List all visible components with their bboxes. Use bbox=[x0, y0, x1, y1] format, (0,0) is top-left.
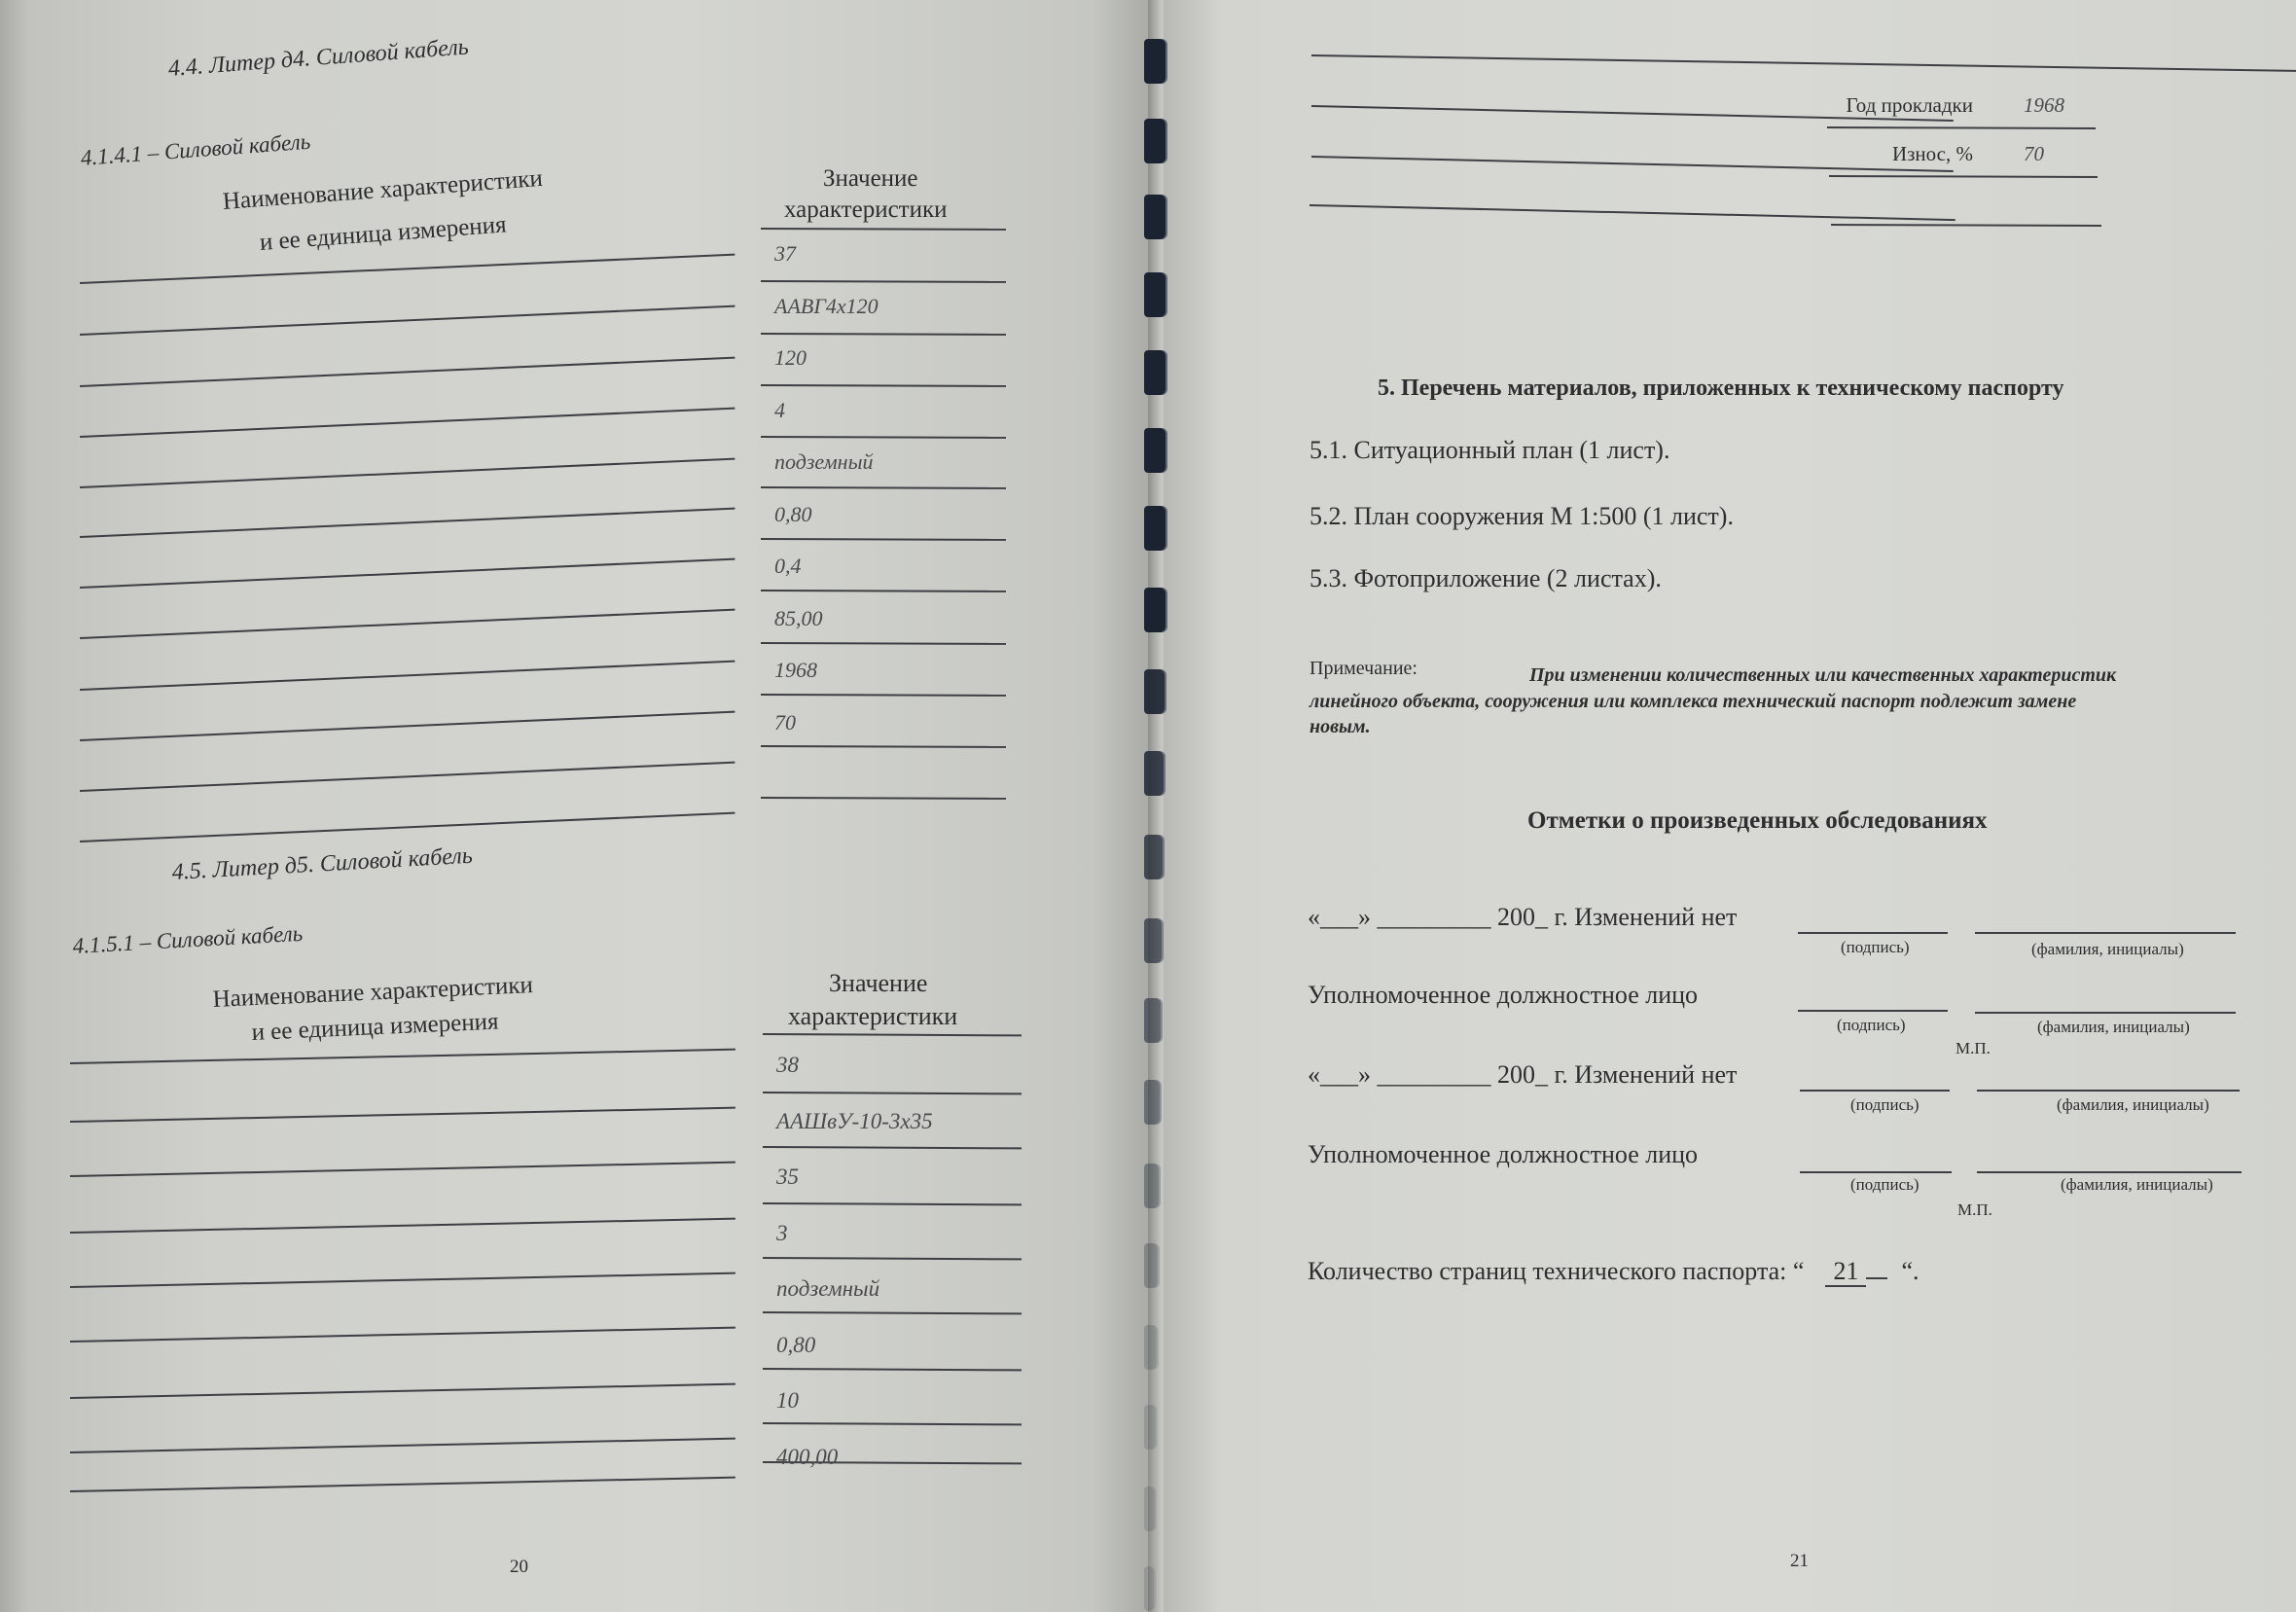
table1-value-7: 85,00 bbox=[774, 605, 823, 630]
table1-value-rule-2 bbox=[761, 333, 1006, 336]
binding-ring bbox=[1144, 1243, 1158, 1288]
binding-ring bbox=[1144, 195, 1166, 239]
table1-value-8: 1968 bbox=[774, 658, 817, 682]
table1-rule-3 bbox=[80, 408, 735, 438]
cont-value-rule-3 bbox=[1831, 224, 2101, 227]
table2-rule-6 bbox=[70, 1383, 735, 1399]
table1-value-rule-7 bbox=[761, 590, 1006, 592]
binding-ring bbox=[1144, 119, 1166, 163]
table2-value-rule-1 bbox=[763, 1092, 1022, 1094]
table1-rule-0 bbox=[80, 254, 735, 284]
table1-rule-10 bbox=[80, 762, 735, 792]
pages-count-prefix: Количество страниц технического паспорта: “ bbox=[1308, 1257, 1805, 1285]
table2-rule-8 bbox=[70, 1477, 735, 1492]
table2-value-rule-3 bbox=[763, 1202, 1022, 1205]
table1-header-name-1: Наименование характеристики bbox=[222, 164, 544, 215]
table2-rule-1 bbox=[70, 1107, 735, 1123]
binding-ring bbox=[1144, 506, 1166, 551]
table1-value-2: 120 bbox=[774, 345, 807, 370]
table2-rule-3 bbox=[70, 1218, 735, 1234]
table1-rule-11 bbox=[80, 812, 735, 842]
table2-header-value-1: Значение bbox=[829, 969, 928, 997]
table2-value-rule-2 bbox=[763, 1146, 1022, 1149]
section-44-title: 4.4. Литер д4. Силовой кабель bbox=[167, 34, 470, 82]
subsection-451: 4.1.5.1 – Силовой кабель bbox=[72, 920, 304, 958]
table1-value-9: 70 bbox=[774, 709, 796, 734]
table1-value-rule-11 bbox=[761, 797, 1006, 800]
table1-value-rule-4 bbox=[761, 436, 1006, 439]
table2-value-rule-4 bbox=[763, 1257, 1022, 1260]
table2-value-7: 400,00 bbox=[776, 1444, 839, 1469]
table2-rule-4 bbox=[70, 1272, 735, 1288]
table1-value-rule-8 bbox=[761, 642, 1006, 645]
table2-rule-2 bbox=[70, 1162, 735, 1177]
cont-label-1: Износ, % bbox=[1891, 142, 1973, 165]
table2-value-rule-5 bbox=[763, 1311, 1022, 1314]
table2-value-5: 0,80 bbox=[776, 1332, 816, 1357]
table2-value-0: 38 bbox=[776, 1053, 799, 1077]
binding-ring bbox=[1144, 998, 1161, 1043]
table2-value-rule-7 bbox=[763, 1422, 1022, 1425]
cont-value-rule-2 bbox=[1829, 175, 2098, 178]
signature-caption-3: (подпись) bbox=[1850, 1095, 1919, 1114]
table1-header-value-2: характеристики bbox=[784, 197, 948, 223]
item-51: 5.1. Ситуационный план (1 лист). bbox=[1309, 436, 1670, 464]
table2-rule-0 bbox=[70, 1049, 735, 1064]
item-53: 5.3. Фотоприложение (2 листах). bbox=[1309, 564, 1662, 592]
table1-value-rule-5 bbox=[761, 486, 1006, 489]
table2-rule-5 bbox=[70, 1327, 735, 1343]
table1-rule-4 bbox=[80, 458, 735, 488]
table1-value-6: 0,4 bbox=[774, 554, 802, 578]
table1-value-rule-1 bbox=[761, 280, 1006, 283]
binding-ring bbox=[1144, 1164, 1159, 1208]
signature-caption-4: (подпись) bbox=[1850, 1175, 1919, 1194]
table1-rule-1 bbox=[80, 305, 735, 336]
item-52: 5.2. План сооружения М 1:500 (1 лист). bbox=[1309, 502, 1734, 530]
table2-value-4: подземный bbox=[776, 1276, 880, 1301]
stamp-2: М.П. bbox=[1957, 1200, 1992, 1219]
official-2: Уполномоченное должностное лицо bbox=[1308, 1140, 1699, 1168]
cont-rule-2 bbox=[1311, 156, 1954, 172]
pages-count-suffix: “. bbox=[1901, 1257, 1919, 1285]
subsection-441: 4.1.4.1 – Силовой кабель bbox=[80, 128, 311, 170]
table1-rule-5 bbox=[80, 508, 735, 538]
table2-header-name-2: и ее единица измерения bbox=[251, 1008, 500, 1046]
official-1: Уполномоченное должностное лицо bbox=[1308, 981, 1699, 1009]
table1-value-4: подземный bbox=[774, 449, 874, 474]
binding-ring bbox=[1144, 918, 1162, 963]
table2-value-1: ААШвУ-10-3х35 bbox=[776, 1108, 933, 1133]
stamp-1: М.П. bbox=[1955, 1039, 1991, 1057]
binding-ring bbox=[1144, 350, 1166, 395]
note-line-1: При изменении количественных или качественных характеристик bbox=[1529, 664, 2117, 686]
binding-ring bbox=[1144, 1325, 1157, 1370]
inspections-title: Отметки о произведенных обследованиях bbox=[1527, 807, 1988, 834]
signature-caption-1: (подпись) bbox=[1841, 938, 1910, 956]
table2-value-rule-6 bbox=[763, 1368, 1022, 1371]
table2-value-rule-0 bbox=[763, 1033, 1022, 1036]
note-label: Примечание: bbox=[1309, 658, 1417, 679]
binding-ring bbox=[1144, 1566, 1154, 1611]
table2-rule-7 bbox=[70, 1438, 735, 1453]
note-line-3: новым. bbox=[1309, 716, 1371, 737]
pages-count bbox=[1308, 1257, 1919, 1286]
binding-ring bbox=[1144, 1080, 1160, 1125]
section5-title: 5. Перечень материалов, приложенных к техническому паспорту bbox=[1378, 376, 2064, 401]
table1-value-0: 37 bbox=[774, 241, 796, 266]
binding-ring bbox=[1144, 835, 1163, 879]
pages-count-value: 21 bbox=[1825, 1257, 1866, 1287]
table1-value-rule-3 bbox=[761, 384, 1006, 387]
table2-value-6: 10 bbox=[776, 1388, 799, 1413]
table1-header-name-2: и ее единица измерения bbox=[259, 211, 508, 256]
table1-value-3: 4 bbox=[774, 397, 785, 422]
table2-header-name-1: Наименование характеристики bbox=[212, 972, 534, 1013]
table1-value-rule-9 bbox=[761, 694, 1006, 697]
left-page-number: 20 bbox=[510, 1557, 528, 1577]
signature-caption-2: (подпись) bbox=[1837, 1016, 1906, 1034]
cont-value-rule-1 bbox=[1827, 126, 2096, 129]
table1-value-rule-0 bbox=[761, 228, 1006, 231]
note-line-2: линейного объекта, сооружения или комплекса технический паспорт подлежит замене bbox=[1309, 691, 2077, 712]
binding-ring bbox=[1144, 1405, 1156, 1450]
table1-value-1: ААВГ4х120 bbox=[774, 293, 879, 318]
inspection-date-2: «___» _________ 200_ г. Изменений нет bbox=[1308, 1060, 1738, 1089]
right-page-number: 21 bbox=[1790, 1551, 1809, 1571]
cont-label-0: Год прокладки bbox=[1846, 93, 1973, 117]
binding-ring bbox=[1144, 39, 1166, 84]
table1-header-value-1: Значение bbox=[823, 165, 918, 192]
binding-ring bbox=[1144, 272, 1166, 317]
table1-rule-9 bbox=[80, 711, 735, 741]
table1-rule-6 bbox=[80, 558, 735, 589]
table2-value-3: 3 bbox=[776, 1220, 788, 1245]
name-caption-3: (фамилия, инициалы) bbox=[2057, 1095, 2209, 1114]
table2-header-value-2: характеристики bbox=[788, 1002, 958, 1030]
binding-ring bbox=[1144, 751, 1164, 796]
name-caption-1: (фамилия, инициалы) bbox=[2031, 940, 2184, 958]
binding-ring bbox=[1144, 669, 1165, 714]
section-45-title: 4.5. Литер д5. Силовой кабель bbox=[171, 842, 474, 885]
table1-value-5: 0,80 bbox=[774, 501, 812, 526]
cont-value-1: 70 bbox=[2024, 142, 2044, 165]
table1-rule-2 bbox=[80, 357, 735, 387]
table2-value-2: 35 bbox=[776, 1164, 799, 1189]
name-caption-4: (фамилия, инициалы) bbox=[2061, 1175, 2213, 1194]
table1-rule-7 bbox=[80, 609, 735, 639]
cont-rule-3 bbox=[1309, 204, 1955, 221]
right-page bbox=[1164, 0, 2296, 1612]
table1-value-rule-6 bbox=[761, 538, 1006, 541]
binding-ring bbox=[1144, 588, 1166, 632]
binding-ring bbox=[1144, 1487, 1155, 1531]
inspection-date-1: «___» _________ 200_ г. Изменений нет bbox=[1308, 903, 1738, 931]
cont-rule-0 bbox=[1311, 54, 2296, 74]
cont-value-0: 1968 bbox=[2024, 93, 2064, 117]
binding-ring bbox=[1144, 428, 1166, 473]
name-caption-2: (фамилия, инициалы) bbox=[2037, 1018, 2190, 1036]
table1-value-rule-10 bbox=[761, 745, 1006, 748]
table1-rule-8 bbox=[80, 661, 735, 691]
